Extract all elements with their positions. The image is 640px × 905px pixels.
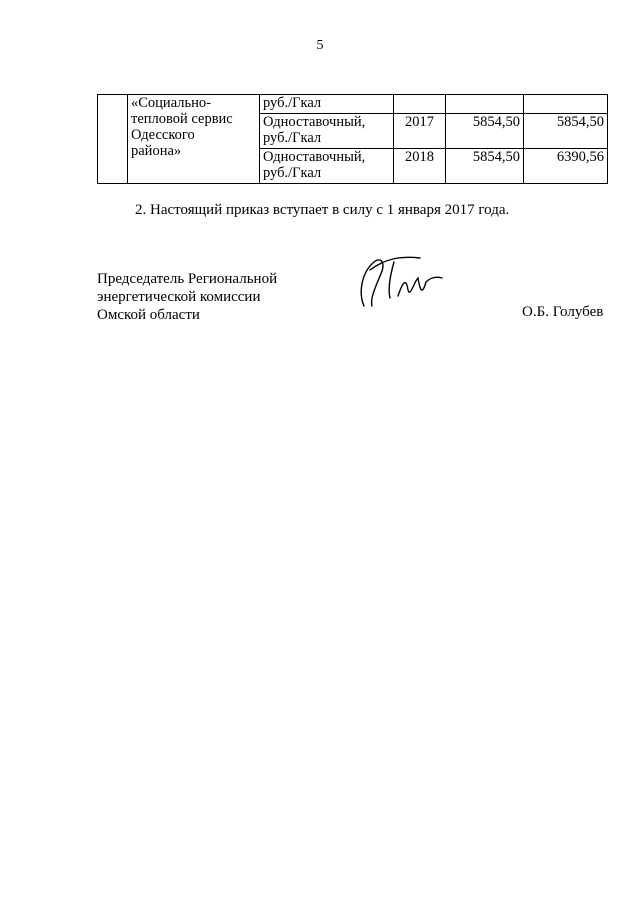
year-cell: 2018 [394, 149, 446, 184]
tariff-type-cell [260, 149, 394, 184]
page-number: 5 [316, 38, 324, 53]
value-cell: 6390,56 [524, 149, 608, 184]
signer-title-line: Председатель Региональной [97, 271, 278, 287]
value-cell [446, 95, 524, 114]
tariff-type-cell [260, 114, 394, 149]
value-cell: 5854,50 [524, 114, 608, 149]
signer-title [97, 270, 277, 324]
tariff-type-unit: руб./Гкал [263, 165, 322, 181]
tariff-type-unit: руб./Гкал [263, 95, 322, 111]
tariff-type-label: Одноставочный, [263, 114, 366, 130]
tariff-type-label: Одноставочный, [263, 149, 366, 165]
table-row [98, 95, 608, 114]
value-cell [524, 95, 608, 114]
organization-line: тепловой сервис [131, 111, 233, 127]
tariff-type-unit: руб./Гкал [263, 130, 322, 146]
signer-title-line: энергетической комиссии [97, 289, 261, 305]
tariff-type-cell [260, 95, 394, 114]
year-cell: 2017 [394, 114, 446, 149]
tariff-table [97, 94, 608, 184]
row-number-cell [98, 95, 128, 184]
value-cell: 5854,50 [446, 114, 524, 149]
signer-name: О.Б. Голубев [522, 304, 604, 320]
signer-title-line: Омской области [97, 307, 200, 323]
organization-line: района» [131, 143, 182, 159]
value-cell: 5854,50 [446, 149, 524, 184]
year-cell [394, 95, 446, 114]
organization-line: Одесского [131, 127, 195, 143]
signature-icon [350, 250, 445, 310]
organization-cell [128, 95, 260, 184]
organization-line: «Социально- [131, 95, 211, 111]
clause-2: 2. Настоящий приказ вступает в силу с 1 января 2017 года. [135, 202, 510, 218]
